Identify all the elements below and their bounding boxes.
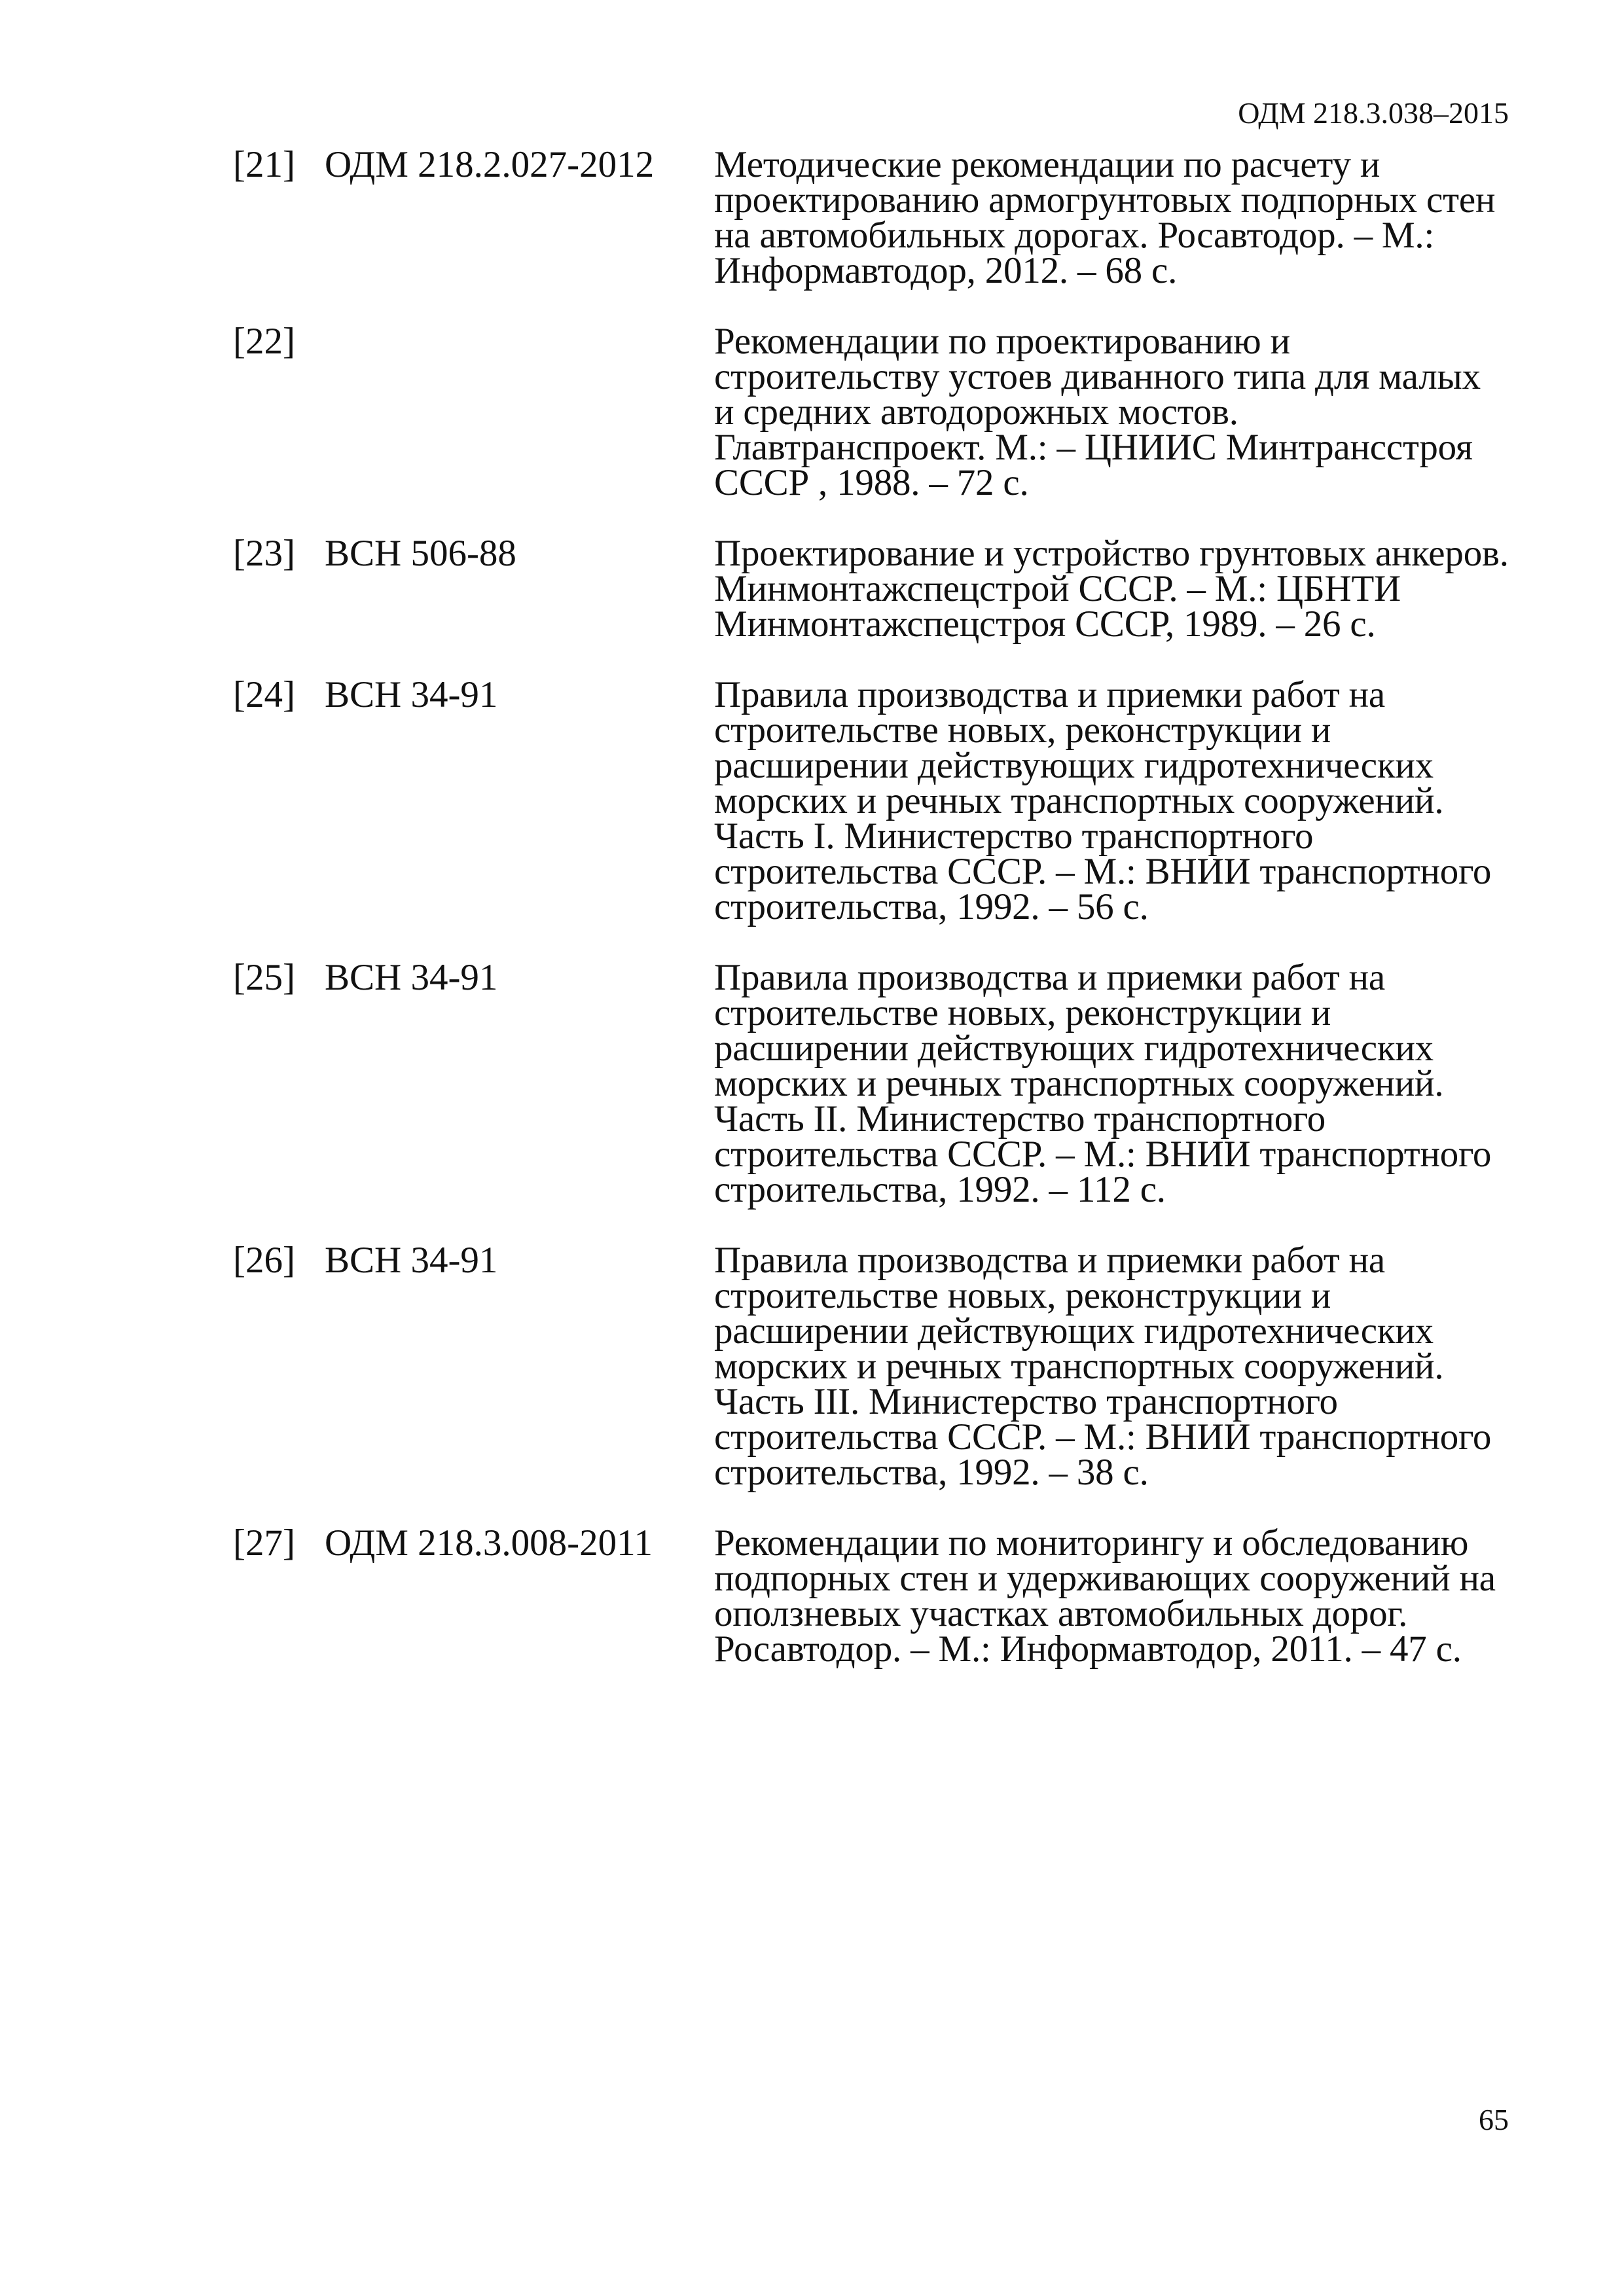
- reference-number: [26]: [233, 1240, 295, 1281]
- reference-code: [325, 324, 714, 501]
- reference-item: [233, 674, 1509, 927]
- reference-code: ВСН 34-91: [325, 1240, 498, 1281]
- reference-text: Рекомендации по проектированию и строительству устоев диванного типа для малых и средних автодорожных мостов. Главтранспроект. М.: – ЦНИИС Минтрансстроя СССР , 1988. – 72 с.: [714, 321, 1481, 503]
- reference-code: ОДМ 218.3.008-2011: [325, 1522, 653, 1564]
- reference-number: [23]: [233, 533, 295, 574]
- reference-code: ВСН 34-91: [325, 957, 498, 998]
- reference-number: [25]: [233, 957, 295, 998]
- reference-item: [233, 144, 1509, 291]
- reference-item: [233, 957, 1509, 1210]
- reference-number: [22]: [233, 321, 295, 362]
- reference-number: [27]: [233, 1522, 295, 1564]
- document-code-header: ОДМ 218.3.038–2015: [1238, 96, 1509, 130]
- reference-number: [24]: [233, 674, 295, 715]
- reference-number: [21]: [233, 144, 295, 185]
- reference-text: Проектирование и устройство грунтовых анкеров. Минмонтажспецстрой СССР. – М.: ЦБНТИ Минмонтажспецстроя СССР, 1989. – 26 с.: [714, 533, 1509, 645]
- reference-item: [233, 321, 1509, 503]
- reference-item: [233, 1522, 1509, 1670]
- page-number: 65: [1479, 2103, 1509, 2136]
- reference-text: Рекомендации по мониторингу и обследованию подпорных стен и удерживающих сооружений на оползневых участках автомобильных дорог. Росавтодор. – М.: Информавтодор, 2011. – 47 с.: [714, 1522, 1496, 1670]
- reference-text: Методические рекомендации по расчету и проектированию армогрунтовых подпорных стен на автомобильных дорогах. Росавтодор. – М.: Информавтодор, 2012. – 68 с.: [714, 144, 1496, 291]
- reference-code: ОДМ 218.2.027-2012: [325, 144, 655, 185]
- reference-code: ВСН 506-88: [325, 533, 516, 574]
- reference-code: ВСН 34-91: [325, 674, 498, 715]
- reference-list: [233, 144, 1509, 1702]
- reference-text: Правила производства и приемки работ на строительстве новых, реконструкции и расширении действующих гидротехнических морских и речных транспортных сооружений. Часть III. Министерство транспортного строительства СССР. – М.: ВНИИ транспортного строительства, 1992. – 38 с.: [714, 1240, 1492, 1493]
- reference-text: Правила производства и приемки работ на строительстве новых, реконструкции и расширении действующих гидротехнических морских и речных транспортных сооружений. Часть I. Министерство транспортного строительства СССР. – М.: ВНИИ транспортного строительства, 1992. – 56 с.: [714, 674, 1492, 927]
- reference-item: [233, 533, 1509, 645]
- reference-item: [233, 1240, 1509, 1493]
- reference-text: Правила производства и приемки работ на строительстве новых, реконструкции и расширении действующих гидротехнических морских и речных транспортных сооружений. Часть II. Министерство транспортного строительства СССР. – М.: ВНИИ транспортного строительства, 1992. – 112 с.: [714, 957, 1492, 1210]
